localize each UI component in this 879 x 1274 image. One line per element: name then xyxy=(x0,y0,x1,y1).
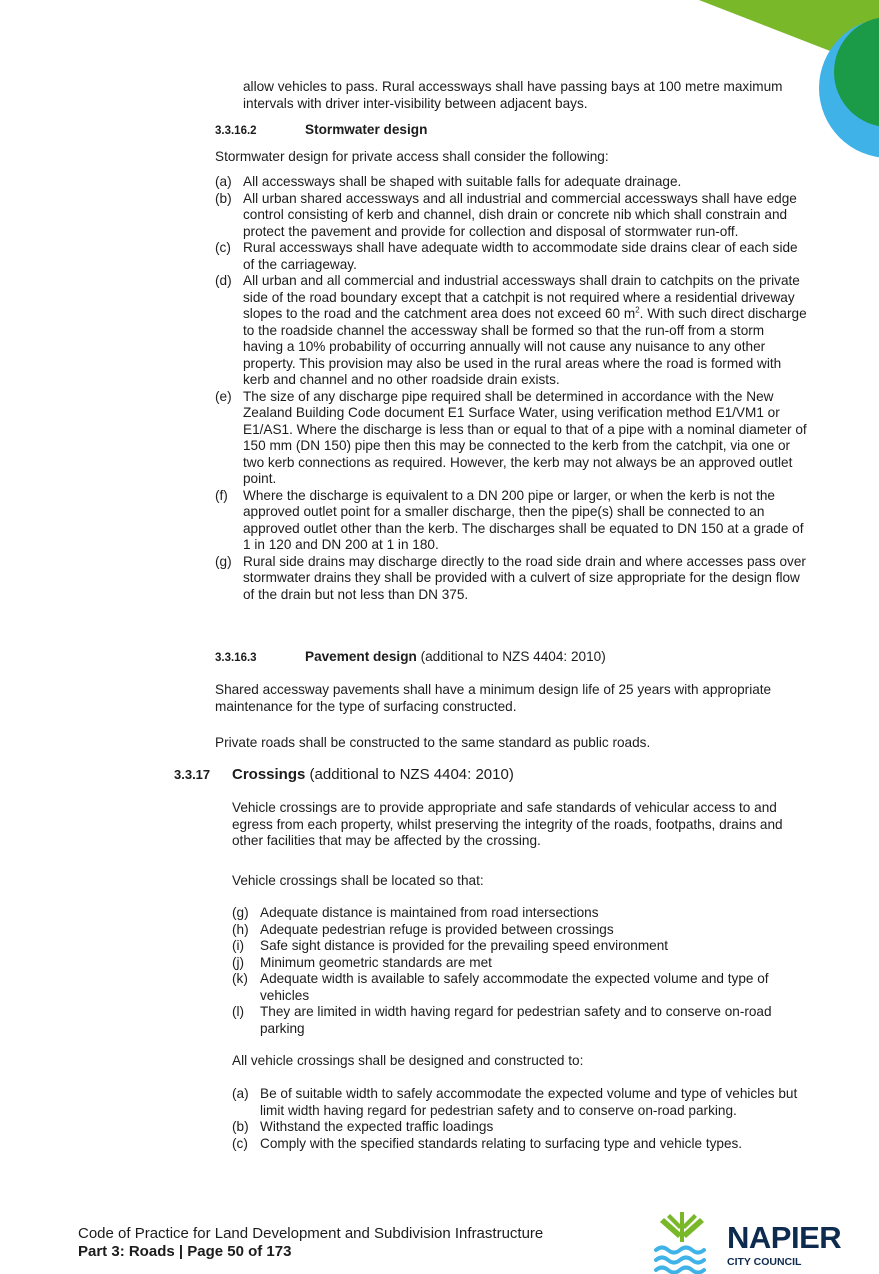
section-title: Pavement design xyxy=(305,649,417,664)
logo-name: NAPIER xyxy=(727,1220,842,1255)
list-item: (f) Where the discharge is equivalent to a DN 200 pipe or larger, or when the kerb is not the approved outlet point for a smaller discharge, then the pipe(s) shall be connected to an approved outlet other than the kerb. The discharges shall be equated to DN 150 at a grade of 1 in 120 and DN 200 at 1 in 180. xyxy=(215,487,804,552)
footer-page-info: Part 3: Roads | Page 50 of 173 xyxy=(78,1243,292,1260)
intro-paragraph: allow vehicles to pass. Rural accessways shall have passing bays at 100 metre maximum intervals with driver inter-visibility between adjacent bays. xyxy=(243,79,783,111)
crossings-paragraph-1: Vehicle crossings are to provide appropriate and safe standards of vehicular access to and egress from each property, whilst preserving the integrity of the roads, footpaths, drains and other facilities that may be affected by the crossing. xyxy=(232,800,783,848)
section-3-3-16-3-heading xyxy=(215,649,606,667)
list-item: (c) Rural accessways shall have adequate width to accommodate side drains clear of each side of the carriageway. xyxy=(215,240,798,272)
section-number: 3.3.16.2 xyxy=(215,125,257,137)
section-note: (additional to NZS 4404: 2010) xyxy=(416,649,606,664)
crossings-location-list xyxy=(232,905,807,1037)
list-item: (a) All accessways shall be shaped with suitable falls for adequate drainage. xyxy=(215,174,682,189)
list-item: (l) They are limited in width having regard for pedestrian safety and to conserve on-road parking xyxy=(232,1004,772,1036)
list-item: (j) Minimum geometric standards are met xyxy=(232,954,492,970)
list-item: (h) Adequate pedestrian refuge is provided between crossings xyxy=(232,921,614,937)
pavement-paragraph-2: Private roads shall be constructed to the same standard as public roads. xyxy=(215,735,651,750)
footer-document-title: Code of Practice for Land Development and Subdivision Infrastructure xyxy=(78,1225,544,1242)
crossings-design-list xyxy=(232,1086,807,1152)
section-title: Stormwater design xyxy=(305,122,428,137)
list-item: (i) Safe sight distance is provided for the prevailing speed environment xyxy=(232,938,669,953)
pavement-paragraph-1: Shared accessway pavements shall have a minimum design life of 25 years with appropriate maintenance for the type of surfacing constructed. xyxy=(215,682,772,714)
page-footer xyxy=(78,1225,543,1261)
section-number: 3.3.17 xyxy=(174,767,211,782)
section-3-3-17-heading xyxy=(174,767,514,784)
list-item: (d) All urban and all commercial and industrial accessways shall drain to catchpits on the private side of the road boundary except that a catchpit is not required where a residential driveway slopes to the road and the catchment area does not exceed 60 $m^2$. With such direct discharge to the roadside channel the accessway shall be formed so that the run-off from a storm having a 10% probability of occurring annually will not cause any nuisance to any other property. This provision may also be used in the rural areas where the road is formed with kerb and channel and no other roadside drain exists. xyxy=(215,273,807,387)
stormwater-lead: Stormwater design for private access shall consider the following: xyxy=(215,149,609,164)
list-item: (b) Withstand the expected traffic loadings xyxy=(232,1119,494,1134)
crossings-paragraph-2: Vehicle crossings shall be located so that: xyxy=(232,873,484,888)
section-3-3-16-2-heading xyxy=(215,122,427,140)
logo-subtitle: CITY COUNCIL xyxy=(727,1256,802,1268)
list-item: (a) Be of suitable width to safely accommodate the expected volume and type of vehicles but limit width having regard for pedestrian safety and to conserve on-road parking. xyxy=(232,1086,798,1118)
section-number: 3.3.16.3 xyxy=(215,652,257,664)
logo-leaf-icon xyxy=(660,1212,704,1242)
list-item: (b) All urban shared accessways and all industrial and commercial accessways shall have edge control consisting of kerb and channel, dish drain or concrete nib which shall constrain and protect the pavement and provide for collection and disposal of stormwater run-off. xyxy=(215,190,797,239)
stormwater-list xyxy=(215,174,807,603)
section-title: Crossings xyxy=(232,766,306,783)
section-note: (additional to NZS 4404: 2010) xyxy=(305,766,514,783)
list-item: (e) The size of any discharge pipe required shall be determined in accordance with the New Zealand Building Code document E1 Surface Water, using verification method E1/VM1 or E1/AS1. Where the discharge is less than or equal to that of a pipe with a nominal diameter of 150 mm (DN 150) pipe then this may be connected to the kerb from the catchpit, via one or two kerb connections as required. However, the kerb may not always be an approved outlet point. xyxy=(215,388,807,486)
list-item: (g) Rural side drains may discharge directly to the road side drain and where accesses pass over stormwater drains they shall be provided with a culvert of size appropriate for the design flow of the drain but not less than DN 375. xyxy=(215,553,806,602)
list-item: (c) Comply with the specified standards relating to surfacing type and vehicle types. xyxy=(232,1135,743,1151)
crossings-paragraph-3: All vehicle crossings shall be designed and constructed to: xyxy=(232,1053,584,1068)
list-item: (k) Adequate width is available to safely accommodate the expected volume and type of vehicles xyxy=(232,971,769,1003)
logo-waves-icon xyxy=(656,1248,704,1273)
list-item: (g) Adequate distance is maintained from road intersections xyxy=(232,905,599,920)
